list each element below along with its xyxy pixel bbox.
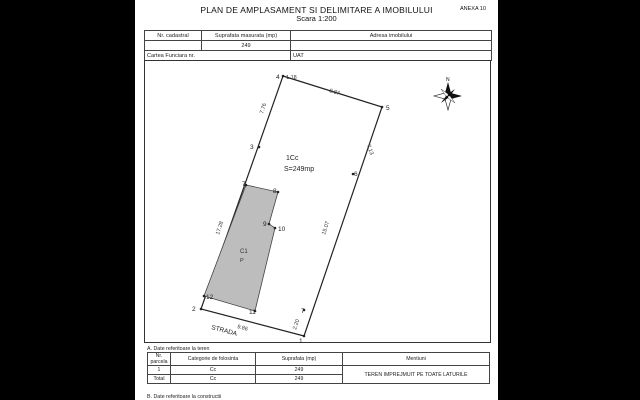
col-nr: Nr. parcela	[148, 353, 171, 366]
point-8: 8	[273, 188, 277, 195]
svg-text:N: N	[446, 77, 450, 83]
carte-funciara-label: Cartea Funciara nr.	[145, 51, 291, 61]
dim-4-top: 1.18	[286, 75, 297, 81]
row-nr: 1	[148, 366, 171, 375]
point-7: 7	[301, 308, 305, 315]
point-12: 12	[206, 294, 214, 301]
point-7-top: 7	[242, 181, 246, 188]
street-label: STRADA	[210, 324, 238, 338]
uat-label: UAT	[291, 51, 492, 61]
surface-value: 249	[202, 41, 291, 51]
dim-4-5: 8.87	[328, 88, 341, 98]
cadastral-header: Nr. cadastral	[145, 31, 202, 41]
site-plan-drawing	[135, 0, 498, 400]
total-label: Total	[148, 375, 171, 384]
point-3: 3	[250, 144, 254, 151]
col-mentions: Mentiuni	[343, 353, 490, 366]
document-title: PLAN DE AMPLASAMENT SI DELIMITARE A IMOBILULUI	[200, 5, 433, 15]
mention-text: TEREN IMPREJMUIT PE TOATE LATURILE	[343, 366, 490, 384]
row-surface: 249	[256, 366, 343, 375]
point-4: 4	[276, 74, 280, 81]
building-sub: P	[240, 258, 244, 264]
land-table	[147, 352, 490, 384]
row-category: Cc	[171, 366, 256, 375]
point-2: 2	[192, 306, 196, 313]
dim-5-6: 7.13	[365, 143, 375, 156]
point-10: 10	[278, 226, 286, 233]
address-header: Adresa imobilului	[291, 31, 492, 41]
point-11: 11	[249, 309, 256, 316]
building-c1	[204, 185, 278, 311]
parcel-area: S=249mp	[284, 166, 315, 173]
dim-2-1: 9.86	[236, 324, 249, 333]
col-surface: Suprafata (mp)	[256, 353, 343, 366]
dim-7-1: 2.20	[292, 318, 302, 331]
land-section-heading: A. Date referitoare la teren	[147, 346, 210, 352]
point-5: 5	[386, 105, 390, 112]
document-sheet	[135, 0, 498, 400]
total-category: Cc	[171, 375, 256, 384]
surface-header: Suprafata masurata (mp)	[202, 31, 291, 41]
scale-label: Scara 1:200	[296, 14, 337, 23]
buildings-section-heading: B. Date referitoare la constructii	[147, 394, 222, 400]
annex-label: ANEXA 10	[460, 6, 486, 12]
north-arrow-icon	[434, 77, 462, 110]
building-code: C1	[240, 249, 248, 255]
point-9: 9	[263, 221, 267, 228]
dim-3-4: 7.76	[259, 102, 269, 115]
dim-6-7: 15.07	[321, 220, 332, 236]
col-category: Categorie de folosinta	[171, 353, 256, 366]
point-6: 6	[354, 171, 358, 178]
total-surface: 249	[256, 375, 343, 384]
parcel-code: 1Cc	[286, 155, 299, 162]
point-1: 1	[299, 338, 303, 345]
dim-2-3: 17.28	[215, 220, 226, 236]
